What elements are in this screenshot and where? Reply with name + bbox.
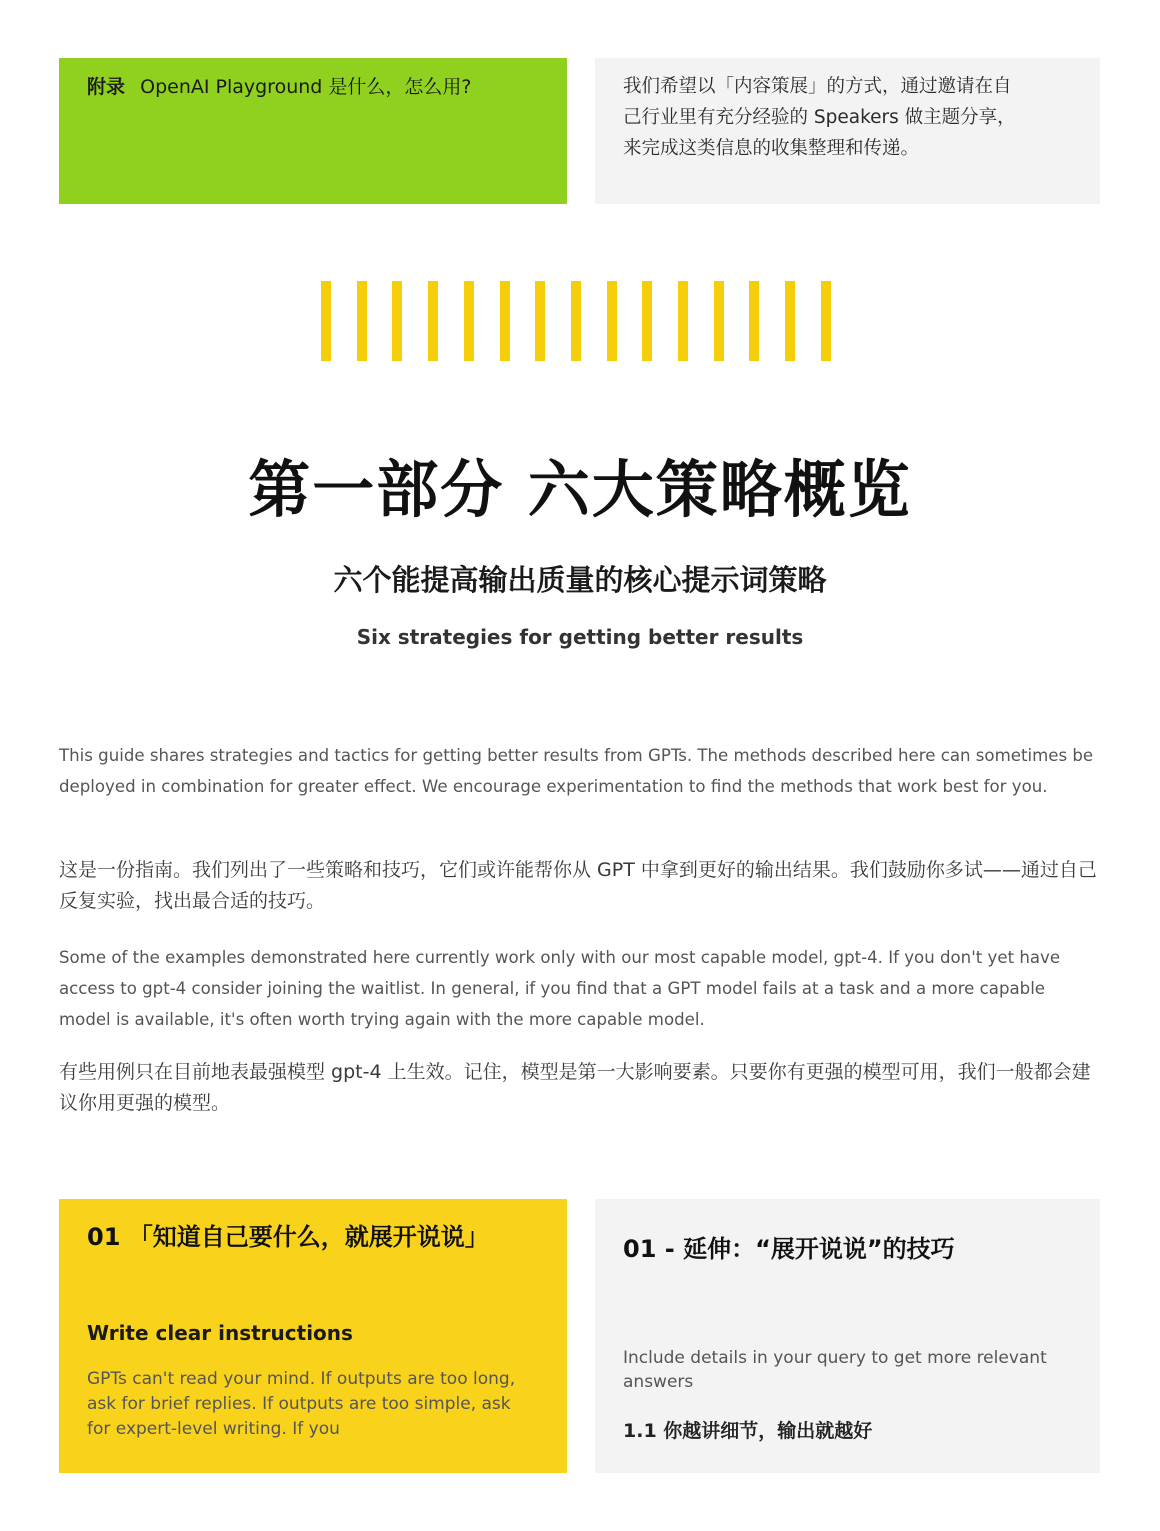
stripe-bar [678,281,688,361]
model-paragraph-cn: 有些用例只在目前地表最强模型 gpt-4 上生效。记住，模型是第一大影响要素。只要你有更强的模型可用，我们一般都会建议你用更强的模型。 [59,1061,1091,1114]
stripe-bar [571,281,581,361]
stripe-bar [428,281,438,361]
stripe-bar [321,281,331,361]
strategy-card-01[interactable] [59,1199,567,1473]
stripe-bar [749,281,759,361]
section-subtitle-en: Six strategies for getting better results [356,625,804,649]
stripe-bar [464,281,474,361]
intro-card [595,58,1100,204]
extension-card-heading: 01 - 延伸：“展开说说”的技巧 [623,1235,955,1263]
strategy-extension-card[interactable] [595,1199,1100,1473]
section-subtitle-cn: 六个能提高输出质量的核心提示词策略 [333,563,827,597]
stripe-bar [392,281,402,361]
intro-line: 我们希望以「内容策展」的方式，通过邀请在自 [623,76,1012,97]
extension-card-tactic: 1.1 你越讲细节，输出就越好 [623,1420,873,1442]
intro-line: 来完成这类信息的收集整理和传递。 [623,138,920,159]
decorative-stripes [321,281,831,361]
appendix-title[interactable]: OpenAI Playground 是什么，怎么用? [140,76,472,98]
intro-paragraph-cn: 这是一份指南。我们列出了一些策略和技巧，它们或许能帮你从 GPT 中拿到更好的输出结果。我们鼓励你多试——通过自己反复实验，找出最合适的技巧。 [59,859,1097,912]
stripe-bar [500,281,510,361]
appendix-tag: 附录 [87,76,126,98]
strategy-card-subheading: Write clear instructions [87,1321,353,1345]
stripe-bar [785,281,795,361]
stripe-bar [642,281,652,361]
intro-paragraph-en: This guide shares strategies and tactics for getting better results from GPTs. The methods described here can sometimes be deployed in combination for greater effect. We encourage experimentation to find the methods that work best for you. [59,746,1094,796]
section-title: 第一部分 六大策略概览 [248,453,912,526]
strategy-card-heading: 01 「知道自己要什么，就展开说说」 [87,1223,489,1251]
stripe-bar [607,281,617,361]
stripe-bar [714,281,724,361]
extension-card-body: Include details in your query to get more relevant answers [623,1348,1047,1392]
strategy-card-body: GPTs can't read your mind. If outputs are too long, ask for brief replies. If outputs are too simple, ask for expert-level writing. If you [87,1369,516,1439]
model-paragraph-en: Some of the examples demonstrated here currently work only with our most capable model, gpt-4. If you don't yet have access to gpt-4 consider joining the waitlist. In general, if you find that a GPT model fails at a task and a more capable model is available, it's often worth trying again with the more capable model. [59,948,1061,1029]
appendix-card[interactable] [59,58,567,204]
stripe-bar [357,281,367,361]
intro-line: 己行业里有充分经验的 Speakers 做主题分享， [623,107,1016,128]
stripe-bar [535,281,545,361]
stripe-bar [821,281,831,361]
